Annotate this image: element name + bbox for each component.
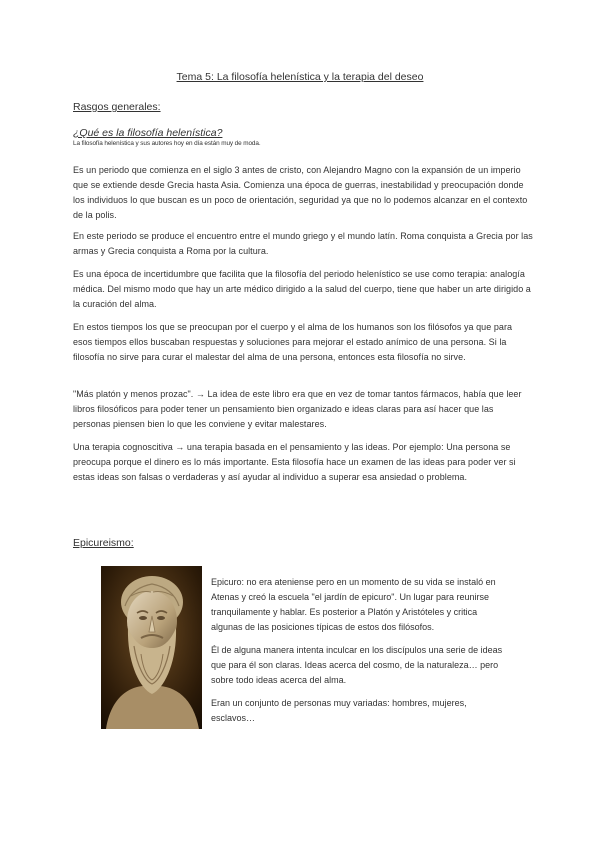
paragraph: Es un periodo que comienza en el siglo 3 antes de cristo, con Alejandro Magno con la expansión de un imperio que se extiende desde Grecia hasta Asia. Comienza una época de guerras, inestabilidad y preocupación donde los individuos lo que buscan es un poco de orientación, seguridad ya que no lo podemos alcanzar en el contexto de la polis. bbox=[73, 165, 528, 220]
epicurus-bust-image bbox=[101, 566, 202, 729]
paragraph: Él de alguna manera intenta inculcar en los discípulos una serie de ideas que para él son claras. Ideas acerca del cosmo, de la naturaleza… pero sobre todo ideas acerca del alma. bbox=[211, 645, 503, 685]
paragraph: En estos tiempos los que se preocupan por el cuerpo y el alma de los humanos son los filósofos ya que para esos tiempos ellos buscaban respuestas y soluciones para mejorar el estado anímico de una persona. Si la filosofía no sirve para curar el malestar del alma de una persona, entonces esta filosofía no sirve. bbox=[73, 322, 513, 362]
sub-note: La filosofía helenística y sus autores hoy en día están muy de moda. bbox=[73, 140, 261, 147]
section-heading-epicureismo: Epicureismo: bbox=[73, 537, 134, 549]
question-heading: ¿Qué es la filosofía helenística? bbox=[73, 127, 223, 139]
section-heading-rasgos: Rasgos generales: bbox=[73, 101, 161, 113]
paragraph: Eran un conjunto de personas muy variadas: hombres, mujeres, esclavos… bbox=[211, 698, 467, 723]
page-title: Tema 5: La filosofía helenística y la terapia del deseo bbox=[176, 71, 424, 83]
paragraph: Epicuro: no era ateniense pero en un momento de su vida se instaló en Atenas y creó la escuela "el jardín de epicuro". Un lugar para reunirse tranquilamente y hablar. Es posterior a Platón y Aristóteles y critica algunas de las posiciones típicas de estos dos filósofos. bbox=[211, 577, 496, 632]
paragraph: Es una época de incertidumbre que facilita que la filosofía del periodo helenístico se use como terapia: analogía médica. Del mismo modo que hay un arte médico dirigido a la salud del cuerpo, tiene que haber un arte dirigido a la curación del alma. bbox=[73, 269, 531, 309]
paragraph: Una terapia cognoscitiva → una terapia basada en el pensamiento y las ideas. Por ejemplo: Una persona se preocupa porque el dinero es lo más importante. Esta filosofía hace un examen de las ideas para poder ver si estas ideas son falsas o verdaderas y así ayudar al individuo a superar esa ansiedad o problema. bbox=[73, 442, 516, 482]
paragraph: En este periodo se produce el encuentro entre el mundo griego y el mundo latín. Roma conquista a Grecia por las armas y Grecia conquista a Roma por la cultura. bbox=[73, 231, 533, 256]
paragraph: "Más platón y menos prozac". → La idea de este libro era que en vez de tomar tantos fármacos, había que leer libros filosóficos para poder tener un pensamiento bien organizado e ideas claras para así hacer que las personas piensen bien lo que les conviene y evitar malestares. bbox=[73, 389, 522, 429]
